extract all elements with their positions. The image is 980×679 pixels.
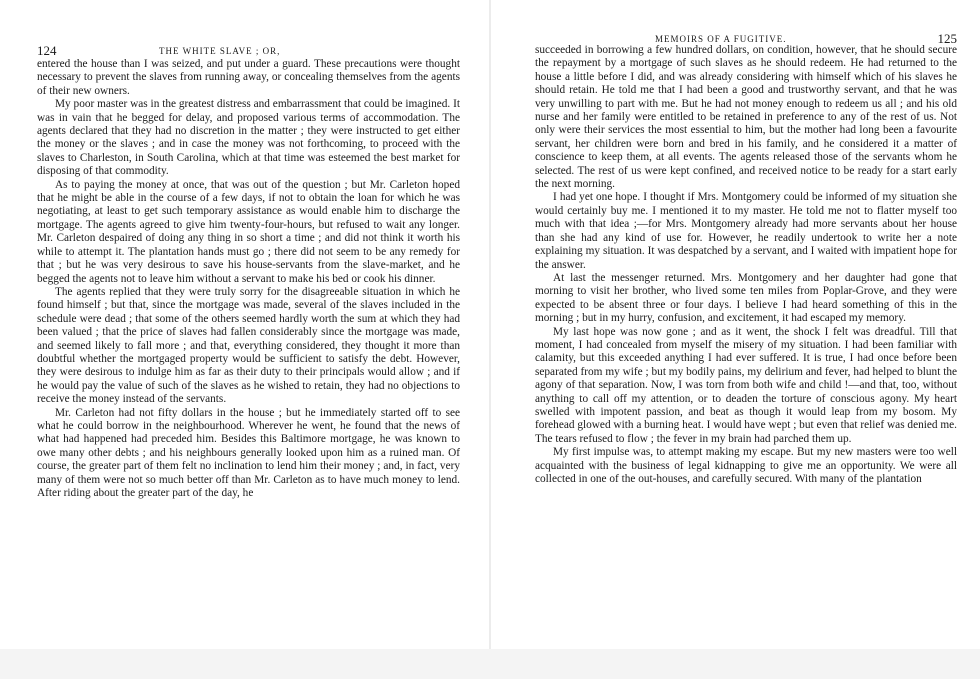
paragraph: Mr. Carleton had not fifty dollars in the house ; but he immediately started off to see what he could borrow in the neighbourhood. Wherever he went, he found that the news of what had happened had preceded him. Besides this Baltimore mortgage, he was known to owe many other debts ; and his neighbours generally looked upon him as a ruined man. Of course, the greater part of them felt no inclination to lend him their money ; and, in fact, very many of them were not so much better off than Mr. Carleton as to have much money to lend. After riding about the greater part of the day, he [37, 406, 460, 499]
right-running-head [535, 31, 957, 52]
paragraph: I had yet one hope. I thought if Mrs. Montgomery could be informed of my situation she would certainly buy me. I mentioned it to my master. He told me not to flatter myself too much with that idea ;—for Mrs. Montgomery already had more servants about her house than she had any kind of use for. However, he readily undertook to write her a note explaining my situation. It was despatched by a servant, and I waited with impatient hope for the answer. [535, 191, 957, 271]
left-running-title: THE WHITE SLAVE ; OR, [159, 46, 281, 56]
right-running-title: MEMOIRS OF A FUGITIVE. [655, 34, 787, 44]
paragraph: My poor master was in the greatest distress and embarrassment that could be imagined. It was in vain that he begged for delay, and proposed various terms of accommodation. The agents declared that they had no discretion in the matter ; they were instructed to get either the money or the slaves ; and in case the money was not forthcoming, to proceed with the slaves to Charleston, in South Carolina, which at that time was esteemed the best market for disposing of that commodity. [37, 98, 460, 178]
scan-bottom-margin [0, 649, 980, 679]
left-page-number: 124 [37, 43, 57, 58]
left-body-text [37, 58, 460, 500]
paragraph: entered the house than I was seized, and put under a guard. These precautions were thought necessary to prevent the slaves from running away, or concealing themselves from the agents of their new owners. [37, 58, 460, 97]
paragraph: The agents replied that they were truly sorry for the disagreeable situation in which he found himself ; but that, since the mortgage was made, several of the slaves included in the schedule were dead ; that some of the others seemed hardly worth the sum at which they had been valued ; that the price of slaves had fallen considerably since the mortgage was made, and seemed likely to fall more ; and that, everything considered, they thought it more than doubtful whether the mortgaged property would be sufficient to satisfy the debt. However, they were desirous to indulge him as far as their duty to their principals would allow ; and if he would pay the value of such of the slaves as he wished to retain, they had no objections to receive the money instead of the servants. [37, 285, 460, 406]
right-body-text [535, 44, 957, 486]
paragraph: succeeded in borrowing a few hundred dollars, on condition, however, that he should secure the repayment by a mortgage of such slaves as he should redeem. He had returned to the house a little before I did, and was already considering with himself which of his slaves he should retain. He told me that I had been a good and trustworthy servant, and that he was very unwilling to part with me. But he had not money enough to redeem us all ; and his old nurse and her family were entitled to be retained in preference to any of the rest of us. Not only were their services the most essential to him, but the mother had long been a favourite servant, her children were born and bred in his family, and he considered it a matter of conscience to keep them, at all events. The agents released those of the servants whom he selected. The rest of us were kept confined, and received notice to be ready for a start early the next morning. [535, 44, 957, 191]
left-running-head [37, 43, 470, 64]
paragraph: My first impulse was, to attempt making my escape. But my new masters were too well acquainted with the business of legal kidnapping to give me an opportunity. We were all collected in one of the out-houses, and carefully secured. With many of the plantation [535, 446, 957, 485]
right-page [490, 0, 980, 679]
paragraph: As to paying the money at once, that was out of the question ; but Mr. Carleton hoped that he might be able in the course of a few days, if not to obtain the loan for which he was negotiating, at least to get such temporary assistance as would enable him to discharge the mortgage. The agents agreed to give him twenty-four-hours, but refused to wait any longer. Mr. Carleton despaired of doing any thing in so short a time ; and did not think it worth his while to attempt it. The plantation hands must go ; there did not seem to be any remedy for that ; but he was very desirous to save his house-servants from the slave-market, and he begged the agents not to leave him without a servant to make his bed or cook his dinner. [37, 178, 460, 285]
paragraph: My last hope was now gone ; and as it went, the shock I felt was dreadful. Till that moment, I had concealed from myself the misery of my situation. I had been familiar with calamity, but this exceeded anything I had ever suffered. It is true, I had once before been separated from my wife ; but my bodily pains, my delirium and fever, had helped to blunt the agony of that separation. Now, I was torn from both wife and child !—and that, too, without anything to call off my attention, or to deaden the torture of conscious agony. My heart swelled with impotent passion, and beat as though it would leap from my bosom. My forehead glowed with a burning heat. I would have wept ; but even that relief was denied me. The tears refused to flow ; the fever in my brain had parched them up. [535, 325, 957, 445]
right-page-number: 125 [937, 31, 957, 46]
paragraph: At last the messenger returned. Mrs. Montgomery and her daughter had gone that morning to visit her brother, who lived some ten miles from Poplar-Grove, and they were expected to be absent three or four days. I believe I had heard something of this in the morning ; but in my hurry, confusion, and excitement, it had escaped my memory. [535, 271, 957, 325]
